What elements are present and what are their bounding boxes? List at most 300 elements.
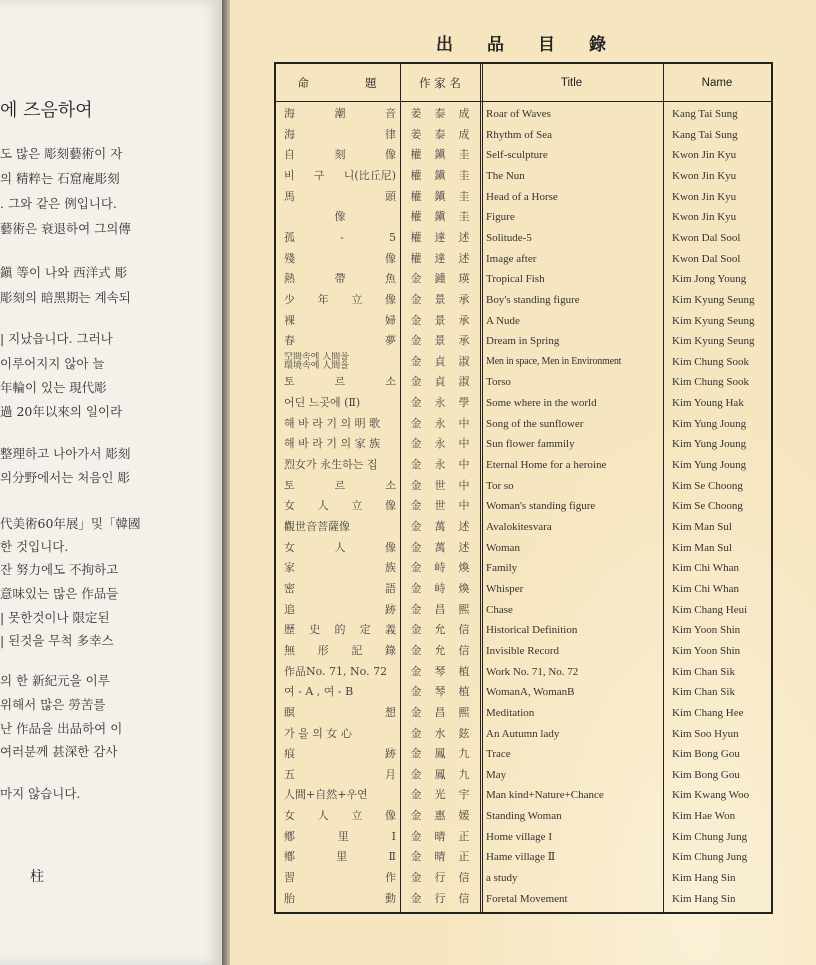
title-en-cell: Foretal Movement (486, 892, 568, 905)
artist-en-cell: Kim Soo Hyun (672, 727, 739, 740)
artist-ko-cell (404, 744, 476, 765)
title-ko-part: 錄 (384, 643, 396, 657)
artist-en-cell: Kim Se Choong (672, 500, 743, 513)
title-ko-part: 裸 (284, 313, 295, 327)
artist-en-cell: Kim Yoon Shin (672, 624, 741, 637)
artist-ko-char: 述 (458, 540, 470, 554)
artist-en-cell: Kim Hae Won (672, 810, 736, 823)
artist-ko-char: 金 (410, 767, 422, 781)
title-ko-part: 像 (384, 809, 396, 823)
artist-ko-char: 金 (410, 499, 422, 513)
artist-ko-char: 景 (434, 334, 446, 348)
artist-ko-char: 承 (458, 313, 470, 327)
title-en-cell: Figure (486, 211, 515, 224)
title-ko-part: 토 (284, 375, 295, 389)
title-ko-part: 像 (384, 499, 396, 513)
artist-ko-char: 鍾 (434, 272, 446, 286)
artist-ko-cell (404, 476, 476, 497)
title-ko-cell (284, 476, 396, 497)
artist-ko-cell (404, 290, 476, 311)
artist-ko-char: 琴 (434, 685, 446, 699)
title-en-cell: WomanA, WomanB (486, 686, 575, 699)
table-row (276, 496, 771, 517)
title-ko-part: 5 (389, 230, 396, 244)
artist-ko-cell (404, 579, 476, 600)
artist-ko-char: 永 (434, 437, 446, 451)
artist-ko-cell (404, 228, 476, 249)
artist-ko-char: 植 (458, 664, 470, 678)
artist-ko-char: 中 (458, 416, 470, 430)
artist-en-cell: Kim Kyung Seung (672, 335, 755, 348)
table-row (276, 249, 771, 270)
artist-ko-cell (404, 434, 476, 455)
artist-ko-char: 權 (410, 251, 422, 265)
artist-ko-char: 泰 (434, 127, 446, 141)
artist-ko-char: 金 (410, 458, 422, 472)
artist-en-cell: Kim Chung Jung (672, 830, 748, 843)
title-ko-part: 追 (284, 602, 295, 616)
table-row (276, 414, 771, 435)
title-ko-part: 作品No. 71, No. 72 (284, 664, 388, 678)
artist-ko-char: 萬 (434, 520, 446, 533)
title-ko-cell (284, 620, 396, 641)
artist-ko-cell (404, 187, 476, 208)
table-row (276, 372, 771, 393)
title-ko-part: 刻 (334, 148, 346, 162)
title-ko-part: 婦 (385, 313, 396, 327)
table-row (276, 476, 771, 497)
artist-ko-char: 允 (434, 623, 446, 637)
artist-ko-char: 金 (410, 809, 422, 823)
artist-ko-char: 金 (410, 478, 422, 492)
artist-ko-char: 金 (410, 705, 422, 719)
artist-en-cell: Kim Chi Whan (672, 582, 740, 595)
artist-ko-char: 峙 (434, 561, 446, 575)
title-en-cell: Eternal Home for a heroine (486, 459, 607, 472)
title-ko-part: 家 (284, 561, 295, 575)
artist-ko-char: 貞 (434, 354, 446, 368)
artist-ko-char: 行 (434, 871, 446, 885)
left-text-line: 代美術60年展」및「韓國 (0, 516, 141, 531)
artist-ko-cell (404, 414, 476, 435)
title-ko-cell (284, 682, 396, 703)
title-ko-part: 跡 (385, 747, 396, 761)
artist-ko-char: 信 (458, 891, 470, 905)
artist-en-cell: Kim Chung Sook (672, 376, 750, 389)
title-ko-cell (284, 290, 396, 311)
title-en-cell: Invisible Record (486, 644, 560, 657)
artist-ko-char: 金 (410, 685, 422, 699)
title-en-cell: Roar of Waves (486, 108, 551, 120)
title-ko-part: 殘 (284, 251, 295, 265)
title-ko-part: 女 (284, 540, 295, 554)
title-en-cell: Man kind+Nature+Chance (486, 789, 604, 802)
title-ko-part: 想 (385, 705, 396, 719)
artist-ko-char: 金 (410, 272, 422, 286)
artist-ko-char: 權 (410, 210, 422, 224)
title-ko-part: 구 (313, 168, 325, 182)
title-ko-part: 海 (284, 107, 295, 120)
title-ko-part: 소 (385, 375, 396, 389)
artist-ko-char: 正 (458, 829, 470, 843)
artist-ko-char: 世 (434, 478, 446, 492)
title-ko-part: 月 (385, 767, 396, 781)
artist-ko-char: 景 (434, 313, 446, 327)
left-text-line: 彫刻의 暗黑期는 계속되 (0, 290, 131, 305)
artist-en-cell: Kim Yung Joung (672, 459, 747, 472)
artist-ko-char: 姜 (410, 127, 422, 141)
title-ko-cell (284, 393, 396, 414)
title-en-cell: Home village I (486, 830, 552, 843)
table-row (276, 806, 771, 827)
title-ko-part: 跡 (385, 602, 396, 616)
artist-ko-char: 水 (434, 726, 446, 740)
title-ko-part: 여 - A , 여 - B (284, 685, 354, 699)
left-text-line: 過 20年以來의 일이라 (0, 404, 123, 419)
artist-ko-char: 鎭 (434, 189, 446, 203)
left-text-line: 난 作品을 出品하여 이 (0, 721, 123, 736)
title-en-cell: Meditation (486, 706, 535, 719)
title-ko-cell (284, 414, 396, 435)
artist-ko-char: 述 (458, 251, 470, 265)
title-ko-part: 女 (284, 809, 295, 823)
title-en-cell: Dream in Spring (486, 335, 560, 348)
left-page (0, 0, 222, 965)
artist-en-cell: Kim Chang Heui (672, 603, 748, 616)
artist-ko-char: 鎭 (434, 148, 446, 162)
title-ko-part: 魚 (385, 272, 396, 286)
signature: 柱 (30, 869, 44, 885)
artist-ko-char: 成 (458, 127, 470, 141)
title-ko-cell (284, 187, 396, 208)
title-en-cell: Tor so (486, 479, 514, 492)
title-ko-part: 律 (385, 127, 396, 141)
artist-ko-char: 峙 (434, 581, 446, 595)
title-en-cell: Historical Definition (486, 624, 578, 637)
title-ko-part: 人 (334, 540, 346, 554)
artist-ko-cell (404, 641, 476, 662)
title-ko-cell (284, 249, 396, 270)
left-text-line: 整理하고 나아가서 彫刻 (0, 446, 131, 461)
artist-ko-char: 金 (410, 581, 422, 595)
artist-ko-cell (404, 806, 476, 827)
table-row (276, 352, 771, 373)
artist-ko-char: 信 (458, 643, 470, 657)
title-en-cell: Standing Woman (486, 810, 562, 823)
table-row (276, 847, 771, 868)
title-en-cell: Solitude-5 (486, 231, 532, 244)
title-ko-part: 熱 (284, 272, 295, 286)
title-ko-part: 密 (284, 581, 295, 595)
artist-ko-char: 中 (458, 499, 470, 513)
title-ko-part: 定 (359, 623, 371, 637)
artist-ko-char: 允 (434, 643, 446, 657)
artist-ko-char: 永 (434, 396, 446, 410)
artist-ko-char: 成 (458, 107, 470, 120)
left-text-line: 意味있는 많은 作品들 (0, 586, 119, 601)
table-row (276, 827, 771, 848)
title-en-cell: Rhythm of Sea (486, 128, 552, 141)
table-row (276, 765, 771, 786)
table-row (276, 538, 771, 559)
table-row (276, 517, 771, 538)
table-row (276, 620, 771, 641)
title-ko-part: 소 (385, 478, 396, 492)
left-text-line: 이루어지지 않아 늘 (0, 356, 105, 371)
table-row (276, 662, 771, 683)
title-ko-cell (284, 166, 396, 187)
artist-ko-char: 煥 (458, 561, 470, 575)
table-row (276, 744, 771, 765)
artist-ko-char: 金 (410, 829, 422, 843)
table-row (276, 724, 771, 745)
artist-ko-char: 述 (458, 520, 470, 533)
artist-ko-cell (404, 104, 476, 125)
title-ko-part: 史 (309, 623, 321, 637)
artist-ko-char: 光 (434, 788, 446, 802)
artist-en-cell: Kim Bong Gou (672, 748, 740, 761)
artist-ko-char: 鳳 (434, 747, 446, 761)
title-ko-part: 觀世音菩薩像 (284, 520, 350, 533)
title-ko-part: 形 (317, 643, 329, 657)
artist-ko-char: 圭 (458, 210, 470, 224)
title-ko-part: 鄕 (284, 850, 295, 864)
artist-ko-char: 淑 (458, 354, 470, 368)
artist-ko-char: 承 (458, 292, 470, 306)
title-ko-cell (284, 703, 396, 724)
title-ko-cell (284, 311, 396, 332)
artist-ko-cell (404, 889, 476, 910)
title-ko-part: Ⅱ (388, 850, 396, 864)
title-ko-part: 的 (334, 623, 346, 637)
artist-ko-char: 貞 (434, 375, 446, 389)
title-ko-part: 痕 (284, 747, 295, 761)
title-ko-part: 五 (284, 767, 295, 781)
artist-ko-char: 承 (458, 334, 470, 348)
title-en-cell: May (486, 768, 507, 781)
title-ko-part: 年 (317, 292, 329, 306)
artist-ko-char: 圭 (458, 168, 470, 182)
title-en-cell: Boy's standing figure (486, 293, 580, 306)
artist-ko-char: 金 (410, 891, 422, 905)
table-row (276, 785, 771, 806)
title-ko-part: 動 (385, 891, 396, 905)
title-ko-cell (284, 145, 396, 166)
artist-ko-char: 泰 (434, 107, 446, 120)
artist-ko-cell (404, 620, 476, 641)
title-ko-part: 音 (385, 107, 396, 120)
artist-ko-char: 金 (410, 313, 422, 327)
artist-ko-char: 金 (410, 726, 422, 740)
title-en-cell: Some where in the world (486, 397, 597, 410)
title-ko-part: I (391, 829, 396, 843)
artist-ko-char: 權 (410, 230, 422, 244)
title-ko-part: 니(比丘尼) (343, 168, 396, 182)
artist-ko-char: 煥 (458, 581, 470, 595)
artist-ko-char: 永 (434, 416, 446, 430)
title-en-cell: Chase (486, 603, 513, 616)
artist-ko-char: 惠 (434, 809, 446, 823)
artist-ko-cell (404, 269, 476, 290)
right-page (230, 0, 816, 965)
artist-ko-char: 中 (458, 437, 470, 451)
artist-en-cell: Kim Kwang Woo (672, 789, 750, 802)
artist-ko-cell (404, 868, 476, 889)
header-title-ko: 命 題 (276, 64, 400, 102)
title-ko-cell (284, 847, 396, 868)
title-ko-cell (284, 352, 396, 374)
artist-ko-cell (404, 703, 476, 724)
table-row (276, 682, 771, 703)
left-text-line: . 그와 같은 例입니다. (0, 196, 117, 211)
catalog-table (274, 62, 773, 914)
artist-ko-char: 琴 (434, 664, 446, 678)
table-row (276, 331, 771, 352)
table-row (276, 145, 771, 166)
artist-en-cell: Kwon Dal Sool (672, 252, 741, 265)
title-ko-part: 르 (334, 478, 346, 492)
table-row (276, 166, 771, 187)
title-ko-part: 孤 (284, 230, 295, 244)
table-row (276, 207, 771, 228)
artist-ko-char: 權 (410, 148, 422, 162)
artist-ko-char: 金 (410, 623, 422, 637)
artist-ko-char: 熙 (458, 705, 470, 719)
title-ko-part: 帶 (334, 272, 346, 286)
title-ko-part: 胎 (284, 891, 295, 905)
artist-ko-char: 鎭 (434, 168, 446, 182)
artist-ko-cell (404, 311, 476, 332)
artist-en-cell: Kwon Jin Kyu (672, 190, 737, 203)
title-ko-part: 비 (284, 168, 295, 182)
title-en-cell: Self-sculpture (486, 149, 548, 162)
left-text-line: 한 것입니다. (0, 539, 69, 554)
title-ko-part: 潮 (334, 107, 346, 120)
artist-ko-cell (404, 724, 476, 745)
title-ko-part: 像 (385, 148, 396, 162)
artist-ko-char: 世 (434, 499, 446, 513)
artist-ko-char: 金 (410, 520, 422, 533)
title-ko-cell (284, 765, 396, 786)
title-en-cell: An Autumn lady (486, 727, 560, 740)
artist-ko-char: 述 (458, 230, 470, 244)
title-ko-part: 어딘 느곳에 (Ⅱ) (284, 396, 361, 410)
artist-ko-char: 晴 (434, 850, 446, 864)
title-en-cell: Head of a Horse (486, 190, 558, 203)
title-ko-part: 歷 (284, 623, 295, 637)
artist-ko-char: 權 (410, 189, 422, 203)
title-ko-part: 語 (385, 581, 396, 595)
artist-ko-char: 行 (434, 891, 446, 905)
title-ko-cell (284, 228, 396, 249)
artist-ko-char: 姜 (410, 107, 422, 120)
title-ko-cell (284, 125, 396, 146)
title-ko-cell (284, 724, 396, 745)
artist-ko-char: 萬 (434, 540, 446, 554)
table-row (276, 290, 771, 311)
artist-ko-char: 晴 (434, 829, 446, 843)
table-row (276, 311, 771, 332)
left-text-line: 의 精粹는 石窟庵彫刻 (0, 171, 120, 186)
artist-en-cell: Kim Hang Sin (672, 872, 736, 885)
title-en-cell: Tropical Fish (486, 273, 545, 286)
artist-en-cell: Kwon Dal Sool (672, 231, 741, 244)
left-heading: 에 즈음하여 (0, 100, 93, 121)
artist-ko-char: 鳳 (434, 767, 446, 781)
artist-ko-cell (404, 249, 476, 270)
artist-en-cell: Kang Tai Sung (672, 128, 738, 141)
artist-ko-cell (404, 125, 476, 146)
artist-ko-char: 昌 (434, 602, 446, 616)
book-gutter (222, 0, 230, 965)
title-ko-part: 가 을 의 女 心 (284, 726, 352, 740)
title-ko-part: 人 (317, 499, 329, 513)
table-row (276, 868, 771, 889)
artist-ko-char: 昌 (434, 705, 446, 719)
title-ko-cell (284, 827, 396, 848)
title-ko-part: 義 (385, 623, 396, 637)
table-row (276, 641, 771, 662)
title-ko-part: 春 (284, 334, 295, 348)
table-row (276, 187, 771, 208)
left-text-line: 위해서 많은 勞苦를 (0, 697, 106, 712)
left-text-line: | 지났읍니다. 그러나 (0, 331, 113, 346)
artist-ko-cell (404, 785, 476, 806)
artist-ko-char: 圭 (458, 189, 470, 203)
title-ko-part: 토 (284, 478, 295, 492)
header-artist-ko: 作 家 名 (400, 64, 480, 102)
title-en-cell: The Nun (486, 169, 525, 182)
artist-ko-cell (404, 207, 476, 228)
title-ko-part: 像 (385, 251, 396, 265)
artist-ko-cell (404, 538, 476, 559)
artist-ko-char: 中 (458, 458, 470, 472)
title-en-cell: Image after (486, 252, 537, 265)
artist-en-cell: Kim Yung Joung (672, 417, 747, 430)
artist-en-cell: Kim Chung Jung (672, 851, 748, 864)
left-text-line: 도 많은 彫刻藝術이 자 (0, 146, 123, 161)
title-ko-part: 自 (284, 148, 295, 162)
title-en-cell: Woman (486, 541, 520, 554)
title-ko-part: - (340, 230, 344, 244)
artist-en-cell: Kim Kyung Seung (672, 314, 755, 327)
title-ko-cell (284, 558, 396, 579)
title-ko-cell (284, 331, 396, 352)
artist-ko-cell (404, 600, 476, 621)
artist-ko-char: 媛 (458, 809, 470, 823)
title-ko-part: 少 (284, 292, 295, 306)
artist-ko-cell (404, 765, 476, 786)
artist-en-cell: Kim Jong Young (672, 273, 747, 286)
title-ko-part: 立 (351, 292, 363, 306)
table-row (276, 228, 771, 249)
title-en-cell: Whisper (486, 582, 524, 595)
artist-ko-char: 中 (458, 478, 470, 492)
title-ko-part: 環境속에 人間을 (284, 360, 349, 371)
title-ko-cell (284, 600, 396, 621)
artist-ko-char: 學 (458, 396, 470, 410)
left-text-line: 잔 努力에도 不拘하고 (0, 562, 119, 577)
artist-ko-char: 鉉 (458, 726, 470, 740)
artist-ko-cell (404, 331, 476, 352)
artist-ko-char: 金 (410, 561, 422, 575)
artist-ko-char: 金 (410, 747, 422, 761)
artist-ko-cell (404, 496, 476, 517)
artist-en-cell: Kim Yoon Shin (672, 644, 741, 657)
artist-en-cell: Kim Kyung Seung (672, 293, 755, 306)
title-ko-part: 習 (284, 871, 295, 885)
table-row (276, 269, 771, 290)
